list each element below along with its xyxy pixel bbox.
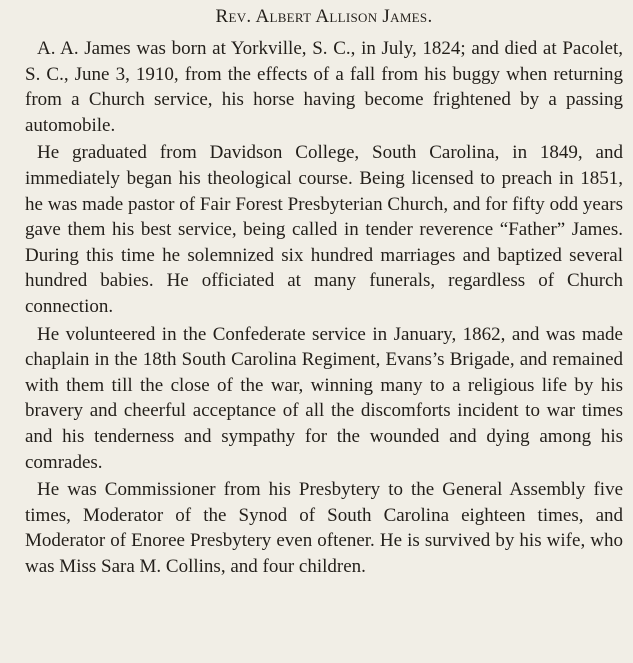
biography-title: Rev. Albert Allison James. <box>215 6 433 27</box>
paragraph-birth-death: A. A. James was born at Yorkville, S. C., in July, 1824; and died at Pacolet, S. C., June 3, 1910, from the effects of a fall from his buggy when returning from a Church service, his horse having become frightened by a passing automobile. <box>25 38 623 136</box>
paragraph-church-offices: He was Commissioner from his Presbytery to the General Assembly five times, Moderator of the Synod of South Carolina eighteen times, and Moderator of Enoree Presbytery even oftener. He is survived by his wife, who was Miss Sara M. Collins, and four children. <box>25 479 623 577</box>
paragraph-education-ministry: He graduated from Davidson College, South Carolina, in 1849, and immediately began his theological course. Being licensed to preach in 1851, he was made pastor of Fair Forest Presbyterian Church, and for fifty odd years gave them his best service, being called in tender reverence “Father” James. During this time he solemnized six hundred marriages and baptized several hundred babies. He officiated at many funerals, regardless of Church connection. <box>25 142 623 317</box>
paragraph-confederate-service: He volunteered in the Confederate service in January, 1862, and was made chaplain in the 18th South Carolina Regiment, Evans’s Brigade, and remained with them till the close of the war, winning many to a religious life by his bravery and cheerful acceptance of all the discomforts incident to war times and his tenderness and sympathy for the wounded and dying among his comrades. <box>25 323 623 473</box>
